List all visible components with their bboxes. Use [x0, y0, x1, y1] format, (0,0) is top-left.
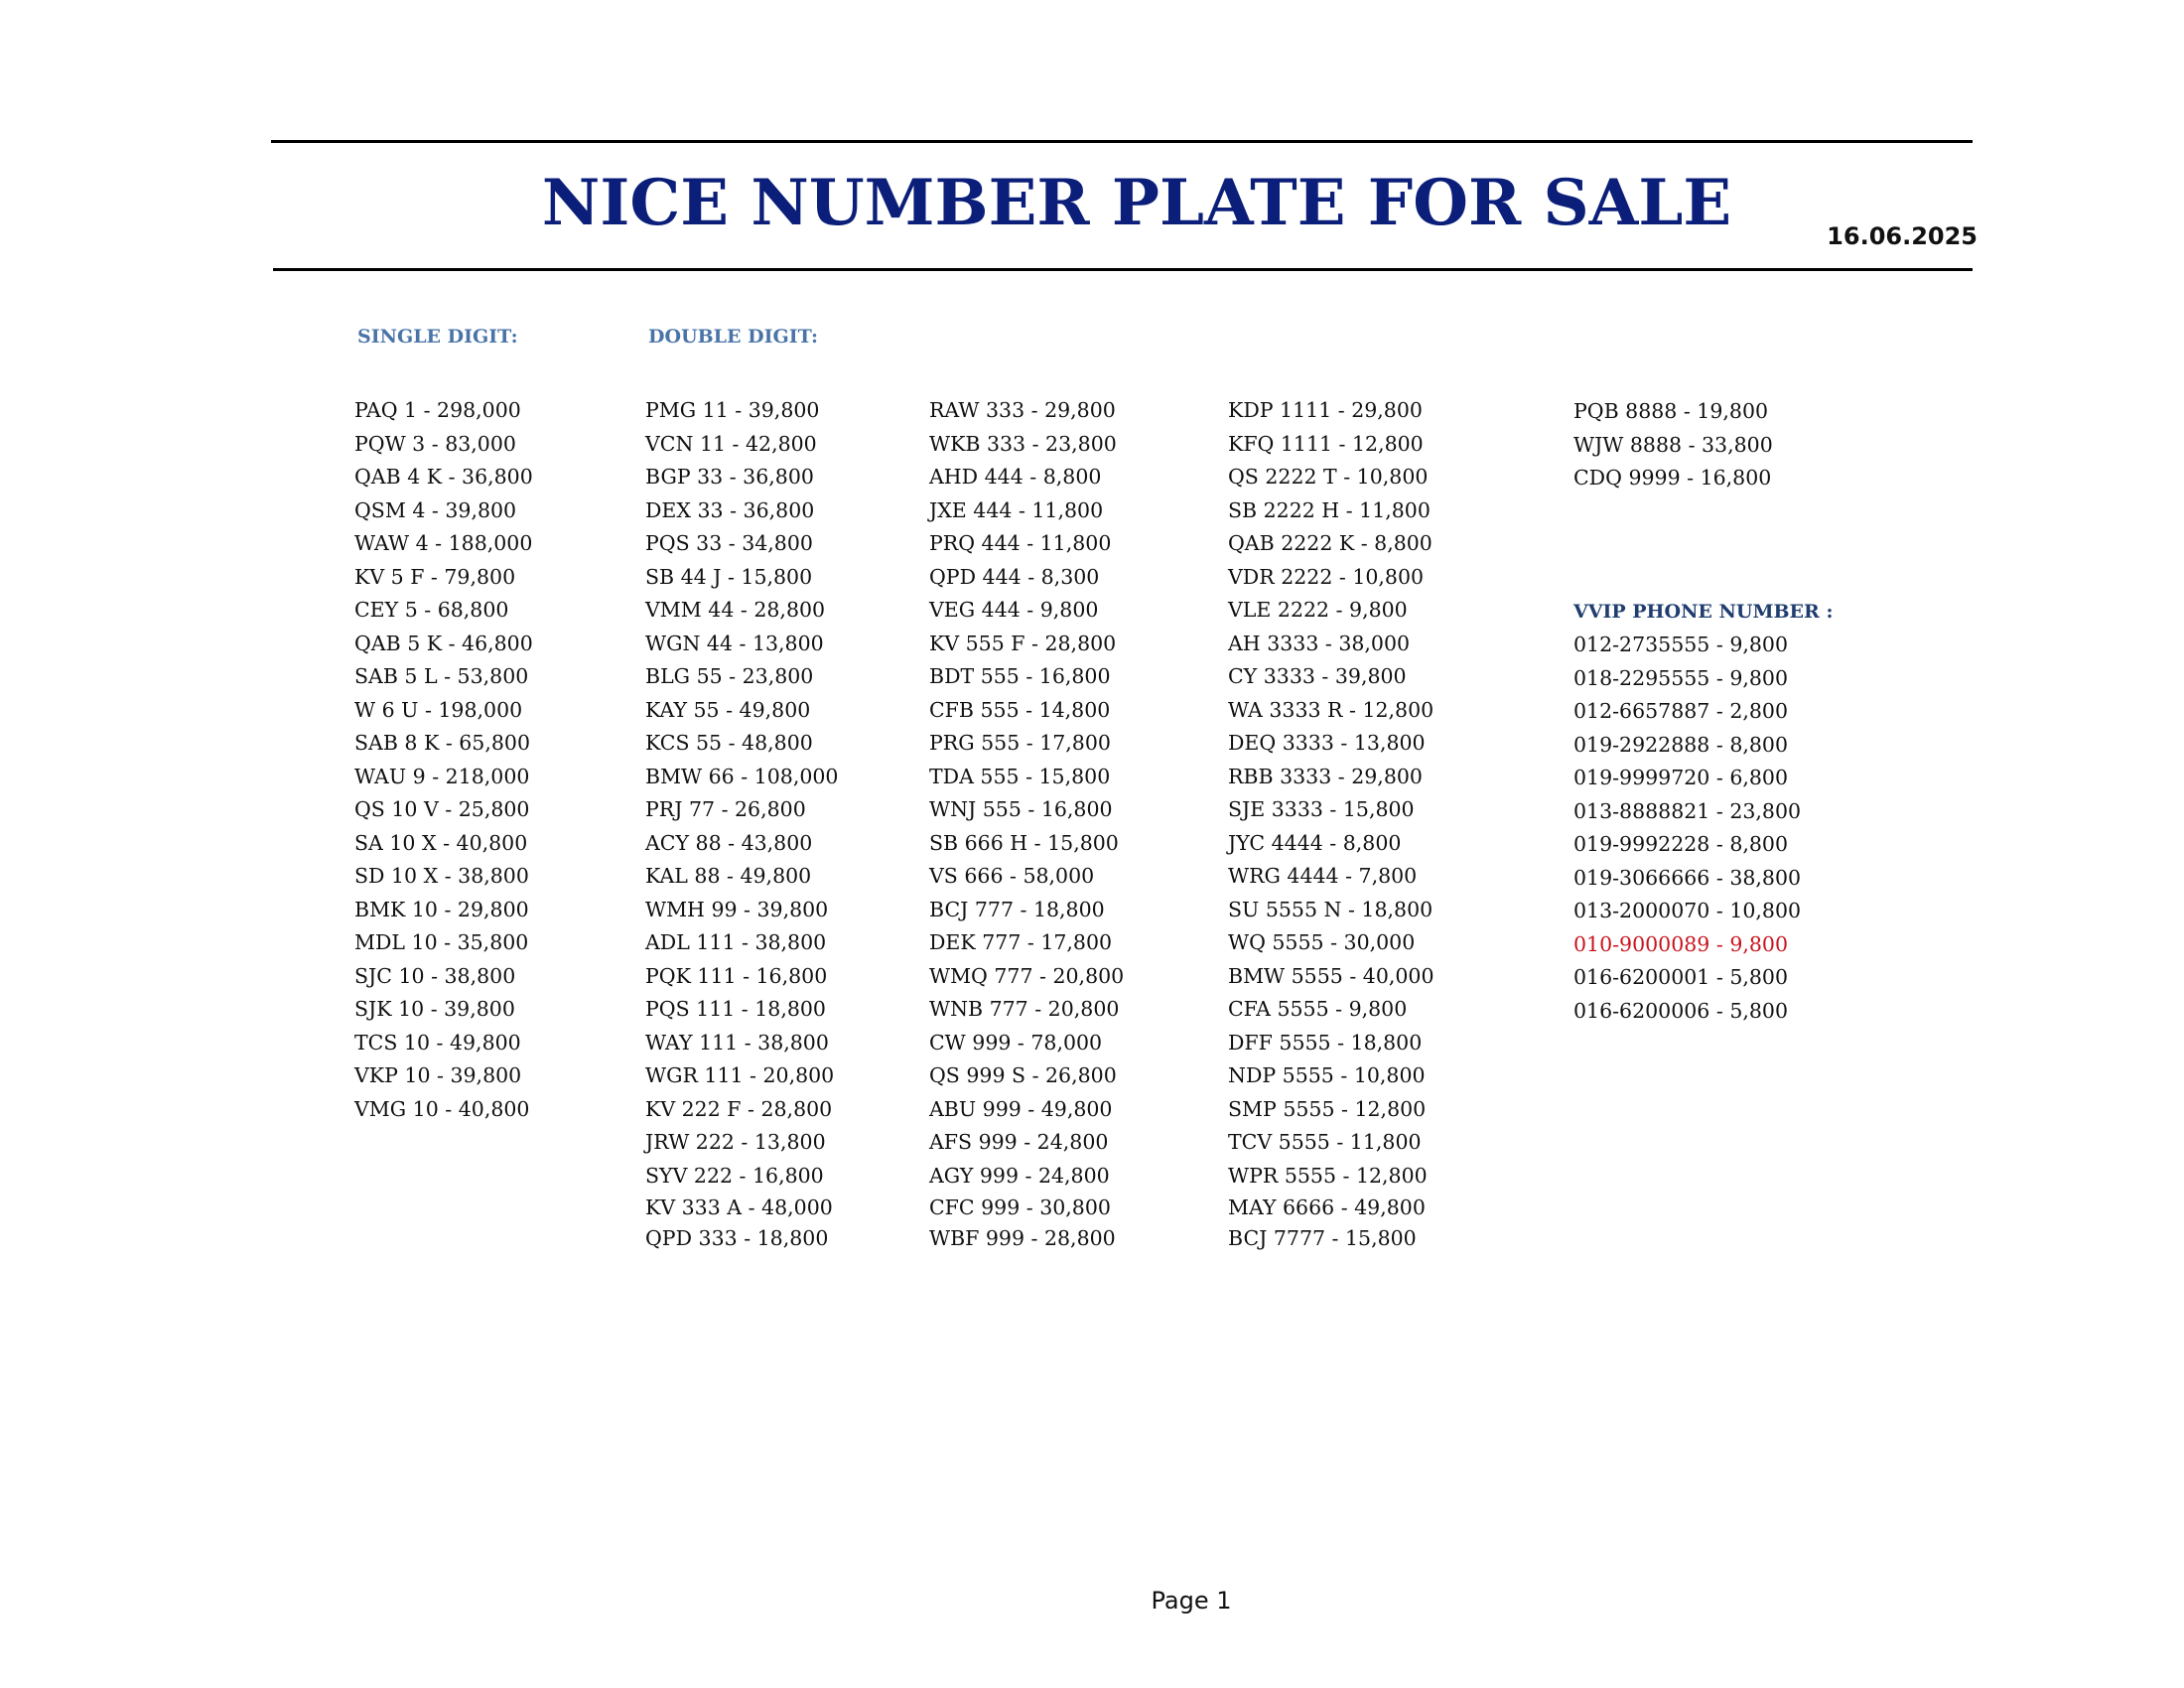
plate-item: QAB 2222 K - 8,800	[1228, 531, 1433, 555]
plate-item: KAY 55 - 49,800	[645, 697, 811, 722]
plate-item: DEQ 3333 - 13,800	[1228, 731, 1426, 755]
double-digit-list-3	[1228, 394, 1434, 1254]
double-digit-heading: DOUBLE DIGIT:	[648, 326, 819, 348]
phone-number-item: 013-2000070 - 10,800	[1573, 899, 1802, 922]
plate-item: W 6 U - 198,000	[354, 697, 523, 722]
plate-item: BMK 10 - 29,800	[354, 897, 529, 921]
plate-item: PQW 3 - 83,000	[354, 431, 516, 456]
plate-item: PQS 33 - 34,800	[645, 531, 813, 555]
plate-item: RBB 3333 - 29,800	[1228, 764, 1423, 788]
plate-item: BLG 55 - 23,800	[645, 664, 814, 688]
single-digit-heading: SINGLE DIGIT:	[357, 326, 518, 348]
plate-item: SB 44 J - 15,800	[645, 564, 813, 589]
plate-item: VMG 10 - 40,800	[354, 1096, 530, 1121]
plate-item: BMW 5555 - 40,000	[1228, 963, 1434, 988]
plate-item: PRQ 444 - 11,800	[929, 531, 1112, 555]
plate-item: MAY 6666 - 49,800	[1228, 1196, 1426, 1219]
plate-item: CDQ 9999 - 16,800	[1573, 466, 1772, 490]
plate-item: BDT 555 - 16,800	[929, 664, 1111, 688]
plate-item: PQS 111 - 18,800	[645, 997, 826, 1021]
plate-item: PRJ 77 - 26,800	[645, 797, 806, 821]
plate-item: JRW 222 - 13,800	[645, 1130, 826, 1154]
plate-item: WAW 4 - 188,000	[354, 531, 533, 555]
plate-item: VDR 2222 - 10,800	[1228, 564, 1425, 589]
plate-item: RAW 333 - 29,800	[929, 398, 1116, 422]
plate-item: SA 10 X - 40,800	[354, 830, 528, 855]
phone-number-item: 010-9000089 - 9,800	[1573, 931, 1789, 956]
plate-item: KFQ 1111 - 12,800	[1228, 431, 1424, 456]
plate-item: AH 3333 - 38,000	[1228, 631, 1411, 655]
plate-item: NDP 5555 - 10,800	[1228, 1063, 1426, 1087]
plate-item: SMP 5555 - 12,800	[1228, 1096, 1427, 1121]
phone-number-item: 019-3066666 - 38,800	[1573, 865, 1802, 890]
plate-item: WGR 111 - 20,800	[645, 1063, 835, 1087]
phone-number-item: 013-8888821 - 23,800	[1573, 798, 1802, 823]
vvip-phone-heading: VVIP PHONE NUMBER :	[1573, 601, 1834, 623]
date-label: 16.06.2025	[1827, 222, 1978, 250]
plate-item: VLE 2222 - 9,800	[1228, 598, 1408, 622]
plate-item: CFA 5555 - 9,800	[1228, 997, 1408, 1021]
plate-item: SJK 10 - 39,800	[354, 997, 515, 1021]
plate-item: WNB 777 - 20,800	[929, 997, 1120, 1021]
plate-item: SJC 10 - 38,800	[354, 963, 516, 988]
plate-item: WPR 5555 - 12,800	[1228, 1163, 1428, 1188]
plate-item: WMQ 777 - 20,800	[929, 963, 1125, 988]
plate-item: SYV 222 - 16,800	[645, 1163, 824, 1188]
plate-item: WBF 999 - 28,800	[929, 1226, 1116, 1250]
phone-number-item: 019-9999720 - 6,800	[1573, 766, 1789, 789]
bottom-rule	[273, 268, 1973, 271]
phone-number-item: 018-2295555 - 9,800	[1573, 665, 1789, 690]
phone-number-item: 019-9992228 - 8,800	[1573, 832, 1789, 856]
plate-item: QPD 333 - 18,800	[645, 1226, 829, 1250]
phone-number-item: 016-6200001 - 5,800	[1573, 965, 1789, 989]
double-digit-list-4	[1573, 395, 1773, 495]
phone-number-item: 016-6200006 - 5,800	[1573, 998, 1789, 1023]
plate-item: WAY 111 - 38,800	[645, 1030, 829, 1055]
plate-item: TDA 555 - 15,800	[929, 764, 1111, 788]
plate-item: SAB 8 K - 65,800	[354, 731, 530, 755]
plate-item: PQB 8888 - 19,800	[1573, 399, 1769, 423]
double-digit-list-1	[645, 394, 838, 1254]
plate-item: BCJ 777 - 18,800	[929, 897, 1105, 921]
plate-item: BCJ 7777 - 15,800	[1228, 1226, 1417, 1250]
plate-item: ADL 111 - 38,800	[645, 930, 827, 954]
plate-item: SB 666 H - 15,800	[929, 830, 1119, 855]
plate-item: WMH 99 - 39,800	[645, 897, 829, 921]
plate-item: WJW 8888 - 33,800	[1573, 432, 1773, 457]
plate-item: TCV 5555 - 11,800	[1228, 1130, 1422, 1154]
plate-item: KV 5 F - 79,800	[354, 564, 516, 589]
plate-item: CFC 999 - 30,800	[929, 1196, 1111, 1219]
plate-item: WAU 9 - 218,000	[354, 764, 530, 788]
plate-item: DFF 5555 - 18,800	[1228, 1030, 1423, 1055]
plate-item: AGY 999 - 24,800	[929, 1163, 1110, 1188]
page-title: NICE NUMBER PLATE FOR SALE	[541, 166, 1732, 240]
plate-item: WKB 333 - 23,800	[929, 431, 1117, 456]
plate-item: KDP 1111 - 29,800	[1228, 398, 1423, 422]
plate-item: BGP 33 - 36,800	[645, 465, 814, 489]
plate-item: QS 10 V - 25,800	[354, 797, 530, 821]
top-rule	[271, 140, 1973, 143]
plate-item: TCS 10 - 49,800	[354, 1030, 521, 1055]
plate-item: QPD 444 - 8,300	[929, 564, 1100, 589]
plate-item: QAB 4 K - 36,800	[354, 465, 533, 489]
plate-item: KAL 88 - 49,800	[645, 864, 812, 888]
plate-item: QSM 4 - 39,800	[354, 497, 517, 522]
plate-item: AHD 444 - 8,800	[929, 465, 1102, 489]
plate-item: AFS 999 - 24,800	[929, 1130, 1109, 1154]
vvip-phone-list	[1573, 629, 1801, 1028]
plate-item: VCN 11 - 42,800	[645, 431, 817, 456]
plate-item: QS 2222 T - 10,800	[1228, 465, 1429, 489]
plate-item: DEK 777 - 17,800	[929, 930, 1113, 954]
plate-item: KCS 55 - 48,800	[645, 731, 813, 755]
plate-item: QS 999 S - 26,800	[929, 1063, 1117, 1087]
single-digit-list	[354, 394, 533, 1126]
plate-item: VEG 444 - 9,800	[929, 598, 1099, 622]
plate-item: KV 222 F - 28,800	[645, 1096, 833, 1121]
plate-item: SU 5555 N - 18,800	[1228, 897, 1433, 921]
plate-item: PQK 111 - 16,800	[645, 963, 828, 988]
plate-item: JYC 4444 - 8,800	[1228, 830, 1402, 855]
plate-item: VS 666 - 58,000	[929, 864, 1095, 888]
plate-item: WGN 44 - 13,800	[645, 631, 824, 655]
plate-item: CW 999 - 78,000	[929, 1030, 1103, 1055]
plate-item: CY 3333 - 39,800	[1228, 664, 1407, 688]
plate-item: DEX 33 - 36,800	[645, 497, 815, 522]
plate-item: PRG 555 - 17,800	[929, 731, 1111, 755]
plate-item: SAB 5 L - 53,800	[354, 664, 529, 688]
plate-item: SJE 3333 - 15,800	[1228, 797, 1415, 821]
plate-item: JXE 444 - 11,800	[929, 497, 1104, 522]
phone-number-item: 019-2922888 - 8,800	[1573, 732, 1789, 757]
plate-item: WNJ 555 - 16,800	[929, 797, 1113, 821]
plate-item: KV 555 F - 28,800	[929, 631, 1117, 655]
plate-item: WRG 4444 - 7,800	[1228, 864, 1418, 888]
plate-item: WQ 5555 - 30,000	[1228, 930, 1416, 954]
plate-item: KV 333 A - 48,000	[645, 1196, 833, 1219]
plate-item: SB 2222 H - 11,800	[1228, 497, 1431, 522]
double-digit-list-2	[929, 394, 1124, 1254]
plate-item: BMW 66 - 108,000	[645, 764, 839, 788]
plate-item: PAQ 1 - 298,000	[354, 398, 521, 422]
plate-item: VKP 10 - 39,800	[354, 1063, 522, 1087]
plate-item: CFB 555 - 14,800	[929, 697, 1111, 722]
plate-item: PMG 11 - 39,800	[645, 398, 820, 422]
plate-item: VMM 44 - 28,800	[645, 598, 826, 622]
plate-item: MDL 10 - 35,800	[354, 930, 529, 954]
plate-item: QAB 5 K - 46,800	[354, 631, 533, 655]
plate-item: WA 3333 R - 12,800	[1228, 697, 1434, 722]
phone-number-item: 012-2735555 - 9,800	[1573, 633, 1789, 656]
plate-item: CEY 5 - 68,800	[354, 598, 509, 622]
plate-item: SD 10 X - 38,800	[354, 864, 529, 888]
phone-number-item: 012-6657887 - 2,800	[1573, 699, 1789, 723]
plate-item: ABU 999 - 49,800	[929, 1096, 1113, 1121]
plate-item: ACY 88 - 43,800	[645, 830, 813, 855]
page-number: Page 1	[1151, 1587, 1232, 1615]
